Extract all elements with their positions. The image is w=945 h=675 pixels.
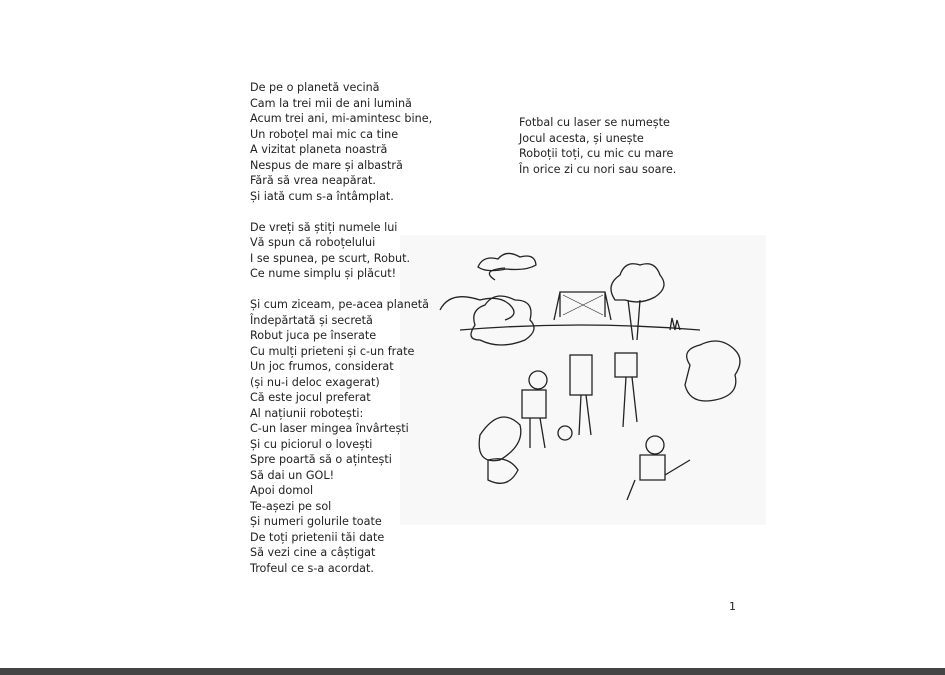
poem-line: Al națiunii robotești:: [250, 406, 364, 420]
poem-line: Roboții toți, cu mic cu mare: [519, 147, 674, 160]
poem-line: Apoi domol: [250, 484, 314, 497]
poem-line: Și iată cum s-a întâmplat.: [250, 189, 394, 203]
poem-line: Jocul acesta, și unește: [519, 131, 644, 145]
stanza-gap: [250, 282, 432, 298]
poem-left-column: [250, 80, 432, 576]
poem-line: Să vezi cine a câștigat: [250, 546, 376, 559]
poem-line: Un roboțel mai mic ca tine: [250, 127, 399, 141]
poem-line: De pe o planetă vecină: [250, 81, 380, 94]
poem-line: Nespus de mare și albastră: [250, 158, 403, 172]
poem-line: Și cu piciorul o lovești: [250, 437, 373, 451]
poem-line: Ce nume simplu și plăcut!: [250, 267, 397, 280]
poem-line: Robut juca pe înserate: [250, 329, 377, 342]
poem-line: De toți prietenii tăi date: [250, 530, 385, 544]
poem-line: Trofeul ce s-a acordat.: [250, 561, 374, 575]
poem-line: Că este jocul preferat: [250, 391, 371, 404]
page-number: 1: [729, 600, 736, 613]
poem-line: Îndepărtată și secretă: [250, 313, 373, 327]
poem-line: Cam la trei mii de ani lumină: [250, 96, 412, 110]
poem-line: Să dai un GOL!: [250, 468, 335, 482]
poem-line: De vreți să știți numele lui: [250, 220, 398, 234]
bottom-toolbar: [0, 668, 945, 675]
poem-line: Cu mulți prieteni și c-un frate: [250, 344, 415, 358]
poem-line: Vă spun că roboțelului: [250, 236, 376, 249]
poem-line: I se spunea, pe scurt, Robut.: [250, 251, 411, 265]
robots-playing-football-illustration: [400, 235, 766, 525]
poem-line: Și numeri golurile toate: [250, 515, 382, 528]
stanza-gap: [250, 204, 432, 220]
poem-right-column: [519, 115, 676, 177]
poem-line: Fotbal cu laser se numește: [519, 116, 670, 129]
poem-line: Spre poartă să o ațintești: [250, 453, 392, 466]
poem-line: Acum trei ani, mi-amintesc bine,: [250, 112, 433, 125]
poem-line: Fără să vrea neapărat.: [250, 174, 376, 187]
poem-line: Te-așezi pe sol: [250, 499, 332, 513]
poem-line: În orice zi cu nori sau soare.: [519, 162, 677, 176]
poem-line: A vizitat planeta noastră: [250, 143, 388, 156]
poem-line: Și cum ziceam, pe-acea planetă: [250, 298, 429, 311]
poem-line: Un joc frumos, considerat: [250, 360, 394, 373]
poem-line: (și nu-i deloc exagerat): [250, 375, 380, 389]
poem-line: C-un laser mingea învârtești: [250, 422, 409, 435]
